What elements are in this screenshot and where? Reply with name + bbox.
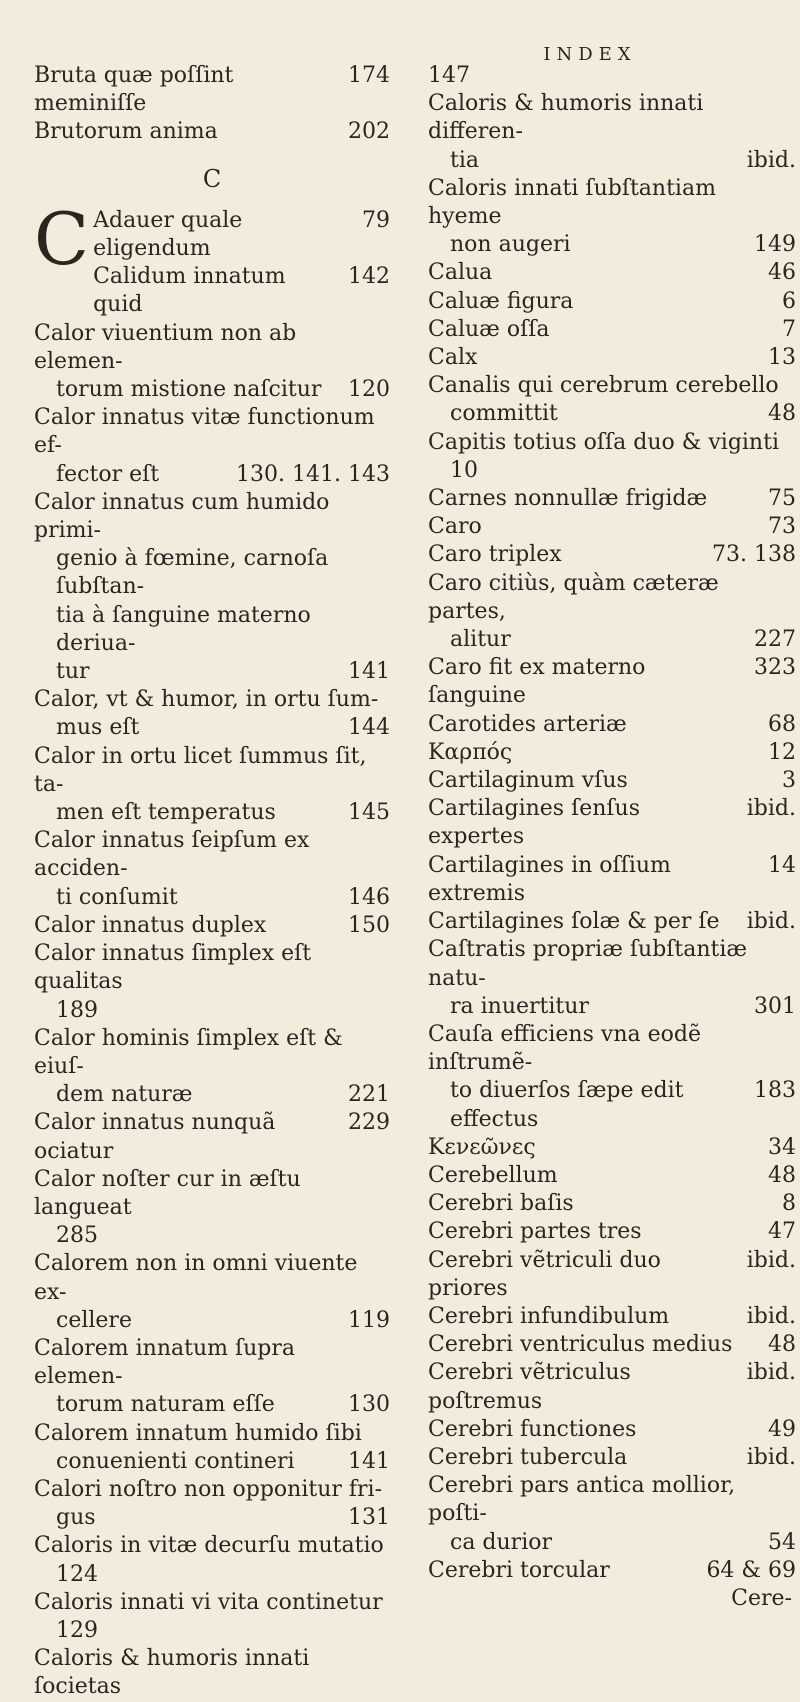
entry-line <box>428 231 796 259</box>
entry-text: Cerebri baſis <box>428 1191 574 1217</box>
page-reference: 73. 138 <box>712 542 796 568</box>
page-reference: 13 <box>768 345 796 371</box>
entry-line <box>34 686 390 714</box>
index-entry <box>428 1162 796 1190</box>
entry-line <box>428 372 796 400</box>
entry-line <box>34 1307 390 1335</box>
entry-text: fector eſt <box>56 461 160 487</box>
index-entry <box>428 1190 796 1218</box>
index-entry <box>428 372 796 428</box>
page-reference: 73 <box>768 514 796 540</box>
entry-line <box>34 714 390 742</box>
index-entry <box>428 288 796 316</box>
entry-line <box>428 147 796 175</box>
page-reference: 227 <box>754 627 796 653</box>
entry-text: Cerebri infundibulum <box>428 1303 670 1329</box>
page-reference: 7 <box>782 316 796 342</box>
page-reference: 54 <box>768 1529 796 1555</box>
index-entry <box>428 344 796 372</box>
entry-line <box>34 1589 390 1617</box>
entry-text: Calor innatus vitæ functionum ef- <box>34 405 375 459</box>
entry-text: Capitis totius oſſa duo & viginti <box>428 429 779 455</box>
entry-text: Cerebri tubercula <box>428 1444 628 1470</box>
entry-text: Calorem innatum ſupra elemen- <box>34 1335 296 1390</box>
entry-line <box>428 1557 796 1585</box>
page-reference: 48 <box>768 401 796 427</box>
entry-text: 10 <box>450 457 478 483</box>
index-entry <box>34 489 390 686</box>
entry-line <box>34 1504 390 1532</box>
entry-text: Caro triplex <box>428 542 562 568</box>
page-reference: ibid. <box>746 909 796 935</box>
entry-line <box>34 1109 390 1165</box>
index-entry <box>428 767 796 795</box>
entry-text: to diuerſos ſæpe edit effectus <box>450 1078 684 1132</box>
index-entry <box>428 485 796 513</box>
entry-line <box>34 658 390 686</box>
entry-line <box>428 344 796 372</box>
entry-line <box>34 1335 390 1391</box>
entry-line <box>34 320 390 376</box>
index-entry <box>428 513 796 541</box>
entry-line <box>428 1529 796 1557</box>
entry-text: Cartilaginum vſus <box>428 768 628 794</box>
entry-text: Canalis qui cerebrum cerebello <box>428 373 779 399</box>
entry-text: conuenienti contineri <box>56 1448 295 1474</box>
entry-text: Brutorum anima <box>34 119 218 145</box>
entry-text: Cauſa efficiens vna eodẽ inſtrumẽ- <box>428 1021 701 1076</box>
entry-line <box>34 1250 390 1306</box>
entry-line <box>34 1166 390 1222</box>
drop-cap: C <box>34 196 90 281</box>
index-entry <box>34 1476 390 1532</box>
entry-line <box>428 1190 796 1218</box>
index-entry <box>34 940 390 1025</box>
entry-text: Calorem innatum humido ſibi <box>34 1420 362 1446</box>
entry-line <box>428 541 796 569</box>
entry-text: Caro fit ex materno ſanguine <box>428 655 646 709</box>
entry-text: Cartilagines ſenſus expertes <box>428 796 641 850</box>
index-entry <box>428 429 796 485</box>
index-entry <box>428 1359 796 1415</box>
entry-text: Calor innatus ſimplex eſt qualitas <box>34 941 312 995</box>
page-reference: 34 <box>768 1134 796 1160</box>
entry-line <box>428 570 796 626</box>
index-entry <box>34 1166 390 1251</box>
entry-text: dem naturæ <box>56 1082 193 1108</box>
entry-line <box>428 429 796 457</box>
page-reference: 141 <box>348 1448 390 1474</box>
entry-line <box>428 513 796 541</box>
page-reference: 221 <box>348 1082 390 1108</box>
index-entry <box>428 936 796 1021</box>
entry-line <box>34 1532 390 1560</box>
entry-text: Cerebri vẽtriculus poſtremus <box>428 1360 631 1414</box>
entry-text: Carnes nonnullæ frigidæ <box>428 486 708 512</box>
index-entry <box>428 1444 796 1472</box>
index-entry <box>428 739 796 767</box>
page-reference: 130. 141. 143 <box>236 461 390 487</box>
page-reference: 48 <box>768 1162 796 1188</box>
page-reference: 120 <box>348 377 390 403</box>
entry-line <box>428 1077 796 1133</box>
index-entry <box>34 404 390 489</box>
entry-line <box>34 489 390 545</box>
entry-line <box>428 1444 796 1472</box>
entry-line <box>34 1476 390 1504</box>
index-entry <box>34 686 390 742</box>
entry-text: tia <box>450 147 479 173</box>
index-entry <box>428 1331 796 1359</box>
page-reference: 49 <box>768 1416 796 1442</box>
entry-line <box>34 1420 390 1448</box>
entry-line <box>34 404 390 460</box>
page-reference: 75 <box>768 486 796 512</box>
page-reference: 79 <box>362 207 390 233</box>
entry-text: Bruta quæ poſſint meminiſſe <box>34 63 234 117</box>
entry-text: 129 <box>56 1617 98 1643</box>
entry-text: tur <box>56 659 90 685</box>
entry-line <box>34 997 390 1025</box>
entry-text: Calorem non in omni viuente ex- <box>34 1251 358 1305</box>
entry-text: Calor viuentium non ab elemen- <box>34 320 297 374</box>
page-reference: 131 <box>348 1505 390 1531</box>
page-reference: ibid. <box>746 796 796 822</box>
index-entry <box>428 1247 796 1303</box>
entry-text: Calor hominis ſimplex eſt & eiuſ- <box>34 1025 343 1079</box>
entry-text: 189 <box>56 997 98 1023</box>
index-entry <box>428 852 796 908</box>
entry-text: genio à fœmine, carnoſa ſubſtan- <box>56 546 329 600</box>
index-entry <box>34 118 390 146</box>
entry-line <box>34 1645 390 1701</box>
entry-line <box>428 62 796 90</box>
entry-text: Caloris in vitæ decurſu mutatio <box>34 1533 384 1559</box>
index-entry <box>34 1645 390 1701</box>
index-entry <box>34 62 390 118</box>
entry-text: Cerebri functiones <box>428 1416 637 1442</box>
page-reference: 202 <box>348 119 390 145</box>
entry-text: alitur <box>450 627 511 653</box>
entry-text: ca durior <box>450 1529 552 1555</box>
page-reference: 48 <box>768 1332 796 1358</box>
page-reference: 323 <box>754 655 796 681</box>
entry-text: Caloris innati vi vita continetur <box>34 1589 383 1615</box>
entry-text: Καρπός <box>428 739 513 765</box>
entry-text: Calori noſtro non opponitur fri- <box>34 1476 383 1502</box>
page-reference: 183 <box>754 1078 796 1104</box>
page-reference: ibid. <box>746 1360 796 1386</box>
entry-text: Calor noſter cur in æſtu langueat <box>34 1166 301 1220</box>
entry-text: Caloris & humoris innati differen- <box>428 91 704 145</box>
page-reference: 3 <box>782 768 796 794</box>
entry-text: ra inuertitur <box>450 993 589 1019</box>
entry-text: tia à ſanguine materno deriua- <box>56 602 311 656</box>
entry-line <box>428 1021 796 1077</box>
entry-line <box>428 175 796 231</box>
entry-text: ti conſumit <box>56 884 178 910</box>
page-reference: 142 <box>348 264 390 290</box>
index-entry <box>34 743 390 828</box>
index-entry <box>428 1134 796 1162</box>
header-title: INDEX <box>543 44 637 65</box>
entry-text: 285 <box>56 1223 98 1249</box>
index-entry <box>428 1303 796 1331</box>
entry-line <box>428 400 796 428</box>
index-entry <box>34 1532 390 1588</box>
entry-text: Caro citiùs, quàm cæteræ partes, <box>428 570 719 624</box>
entry-line <box>428 626 796 654</box>
entry-line <box>428 316 796 344</box>
catchword: Cere- <box>731 1585 792 1611</box>
entry-text: 147 <box>428 63 470 88</box>
entry-line <box>34 1025 390 1081</box>
page-reference: 301 <box>754 993 796 1019</box>
entry-text: Calor innatus cum humido primi- <box>34 489 330 544</box>
page-reference: 145 <box>348 800 390 826</box>
entry-line <box>428 1218 796 1246</box>
page-reference: 8 <box>782 1191 796 1217</box>
index-entry <box>428 1472 796 1557</box>
page-reference: 144 <box>348 715 390 741</box>
entry-line <box>34 545 390 601</box>
page-reference: 130 <box>348 1392 390 1418</box>
index-entry <box>34 1335 390 1420</box>
index-entry <box>428 711 796 739</box>
index-entry <box>428 90 796 175</box>
entry-line <box>34 1222 390 1250</box>
entry-text: committit <box>450 401 558 427</box>
entry-line <box>428 908 796 936</box>
entry-line <box>428 1331 796 1359</box>
entry-line <box>34 1391 390 1419</box>
index-entry <box>34 1589 390 1645</box>
entry-text: Caloris & humoris innati ſocietas <box>34 1646 310 1700</box>
entry-text: gus <box>56 1505 96 1531</box>
index-entry <box>428 316 796 344</box>
entry-text: Caro <box>428 514 482 540</box>
entry-line <box>34 827 390 883</box>
entry-text: Cerebri vẽtriculi duo priores <box>428 1247 661 1301</box>
page-reference: 46 <box>768 260 796 286</box>
entry-text: 124 <box>56 1561 98 1587</box>
entry-text: Caluæ oſſa <box>428 316 550 342</box>
entry-line <box>34 1081 390 1109</box>
right-column <box>428 62 796 1613</box>
entry-text: Calua <box>428 260 493 286</box>
entry-line <box>93 207 390 263</box>
entry-text: Cartilagines in oſſium extremis <box>428 852 671 906</box>
entry-line <box>428 767 796 795</box>
section-letter: C <box>202 164 222 193</box>
entry-text: Cerebri pars antica mollior, poſti- <box>428 1473 736 1527</box>
entry-line <box>428 654 796 710</box>
left-column <box>34 62 390 1702</box>
index-entry <box>34 320 390 405</box>
entry-text: Caloris innati ſubſtantiam hyeme <box>428 175 716 230</box>
entry-text: Calidum innatum quid <box>93 264 286 318</box>
entry-text: Carotides arteriæ <box>428 711 627 737</box>
index-entry <box>428 259 796 287</box>
page-reference: 149 <box>754 232 796 258</box>
entry-line <box>428 90 796 146</box>
entry-text: Cartilagines ſolæ & per ſe <box>428 909 720 935</box>
page-reference: 14 <box>768 852 796 878</box>
entry-text: non augeri <box>450 232 571 258</box>
index-entry <box>428 1416 796 1444</box>
page-reference: 141 <box>348 659 390 685</box>
entry-line <box>428 1472 796 1528</box>
entry-line <box>34 884 390 912</box>
entry-text: Adauer quale eligendum <box>93 207 243 262</box>
entry-text: Calor innatus nunquã ociatur <box>34 1110 276 1164</box>
entry-line <box>428 259 796 287</box>
entry-line <box>34 376 390 404</box>
page-reference: ibid. <box>746 1303 796 1329</box>
entry-line <box>34 799 390 827</box>
page-reference: ibid. <box>746 147 796 173</box>
entry-line <box>428 1134 796 1162</box>
index-entry <box>34 1109 390 1165</box>
entry-line <box>428 1162 796 1190</box>
entry-line <box>34 1617 390 1645</box>
entry-line <box>428 795 796 851</box>
entry-line <box>428 1303 796 1331</box>
entry-line <box>428 457 796 485</box>
page-reference: 150 <box>348 912 390 938</box>
index-entry <box>428 175 796 260</box>
index-entry <box>428 1557 796 1585</box>
entry-text: men eſt temperatus <box>56 800 276 826</box>
index-entry <box>428 1218 796 1246</box>
entry-line <box>34 602 390 658</box>
entry-line <box>428 1416 796 1444</box>
entry-line <box>34 1448 390 1476</box>
entry-line <box>34 912 390 940</box>
entry-text: Calor, vt & humor, in ortu ſum- <box>34 687 379 713</box>
page-reference: 229 <box>348 1110 390 1136</box>
index-entry <box>34 827 390 912</box>
entry-text: mus eſt <box>56 715 140 741</box>
page-reference: ibid. <box>746 1444 796 1470</box>
entry-line <box>34 461 390 489</box>
entry-text: Calx <box>428 345 478 371</box>
index-entry <box>34 1250 390 1335</box>
entry-line <box>34 743 390 799</box>
entry-line <box>428 1359 796 1415</box>
page-reference: ibid. <box>746 1247 796 1273</box>
index-entry <box>428 795 796 851</box>
entry-text: Cerebri ventriculus medius <box>428 1332 733 1358</box>
entry-line <box>428 711 796 739</box>
entry-line <box>34 940 390 996</box>
entry-text: Caluæ figura <box>428 288 574 314</box>
entry-text: cellere <box>56 1307 132 1333</box>
entry-text: Calor innatus duplex <box>34 912 267 938</box>
index-entry <box>34 1420 390 1476</box>
index-entry <box>428 570 796 655</box>
entry-text: Calor innatus ſeipſum ex acciden- <box>34 828 310 882</box>
index-entry <box>428 1021 796 1134</box>
index-entry <box>34 912 390 940</box>
page-reference: 47 <box>768 1219 796 1245</box>
entry-line <box>428 852 796 908</box>
page-reference: 146 <box>348 884 390 910</box>
index-entry <box>428 908 796 936</box>
entry-line <box>428 936 796 992</box>
index-entry <box>428 654 796 710</box>
index-entry <box>428 541 796 569</box>
entry-line <box>428 288 796 316</box>
entry-line <box>34 1561 390 1589</box>
entry-text: torum naturam eſſe <box>56 1392 275 1418</box>
entry-text: Cerebri torcular <box>428 1557 610 1583</box>
entry-line <box>93 263 390 319</box>
entry-text: Cerebri partes tres <box>428 1219 642 1245</box>
entry-line <box>428 993 796 1021</box>
page-reference: 64 & 69 <box>706 1557 796 1583</box>
page-reference: 6 <box>782 288 796 314</box>
page-reference: 119 <box>348 1307 390 1333</box>
entry-text: Caſtratis propriæ ſubſtantiæ natu- <box>428 937 748 991</box>
entry-line <box>428 485 796 513</box>
index-entry <box>34 1025 390 1110</box>
entry-text: Κενεῶνες <box>428 1134 536 1160</box>
page-reference: 174 <box>348 63 390 88</box>
entry-line <box>428 739 796 767</box>
entry-text: torum mistione naſcitur <box>56 377 322 403</box>
entry-line <box>428 1247 796 1303</box>
page-reference: 68 <box>768 711 796 737</box>
entry-text: Cerebellum <box>428 1162 558 1188</box>
index-entry <box>428 62 796 90</box>
entry-text: Calor in ortu licet ſummus ſit, ta- <box>34 743 367 797</box>
page-reference: 12 <box>768 739 796 765</box>
